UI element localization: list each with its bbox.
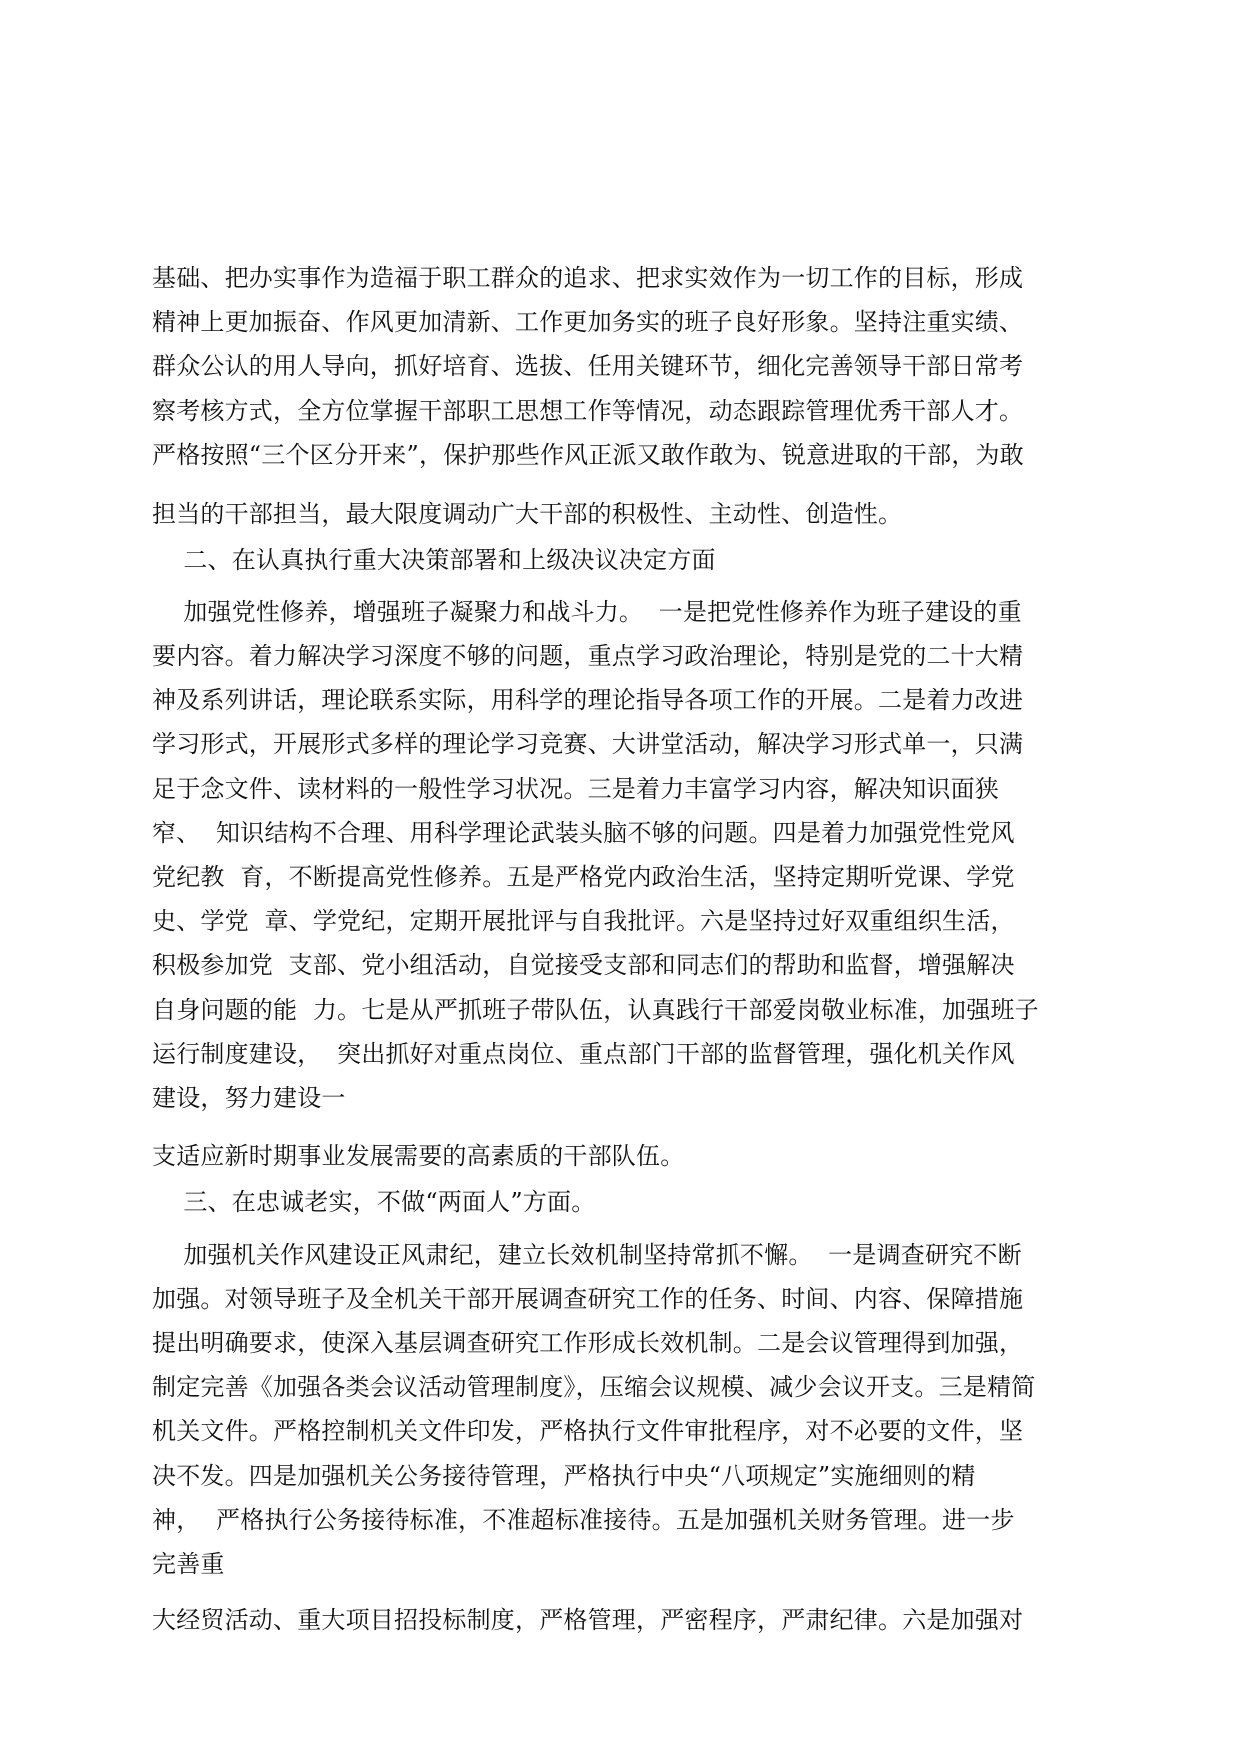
text-line: 要内容。着力解决学习深度不够的问题，重点学习政治理论，特别是党的二十大精	[152, 642, 1024, 670]
text-line: 足于念文件、读材料的一般性学习状况。三是着力丰富学习内容，解决知识面狭	[152, 775, 999, 803]
text-line: 担当的干部担当，最大限度调动广大干部的积极性、主动性、创造性。	[152, 500, 903, 528]
text-line: 完善重	[152, 1550, 225, 1578]
text-line: 提出明确要求，使深入基层调查研究工作形成长效机制。二是会议管理得到加强，	[152, 1329, 1024, 1357]
section-heading: 二、在认真执行重大决策部署和上级决议决定方面	[152, 546, 716, 574]
text-line: 党纪教 育，不断提高党性修养。五是严格党内政治生活，坚持定期听党课、学党	[152, 863, 1015, 891]
text-line: 学习形式，开展形式多样的理论学习竞赛、大讲堂活动，解决学习形式单一，只满	[152, 730, 1024, 758]
text-line: 加强。对领导班子及全机关干部开展调查研究工作的任务、时间、内容、保障措施	[152, 1285, 1024, 1313]
text-line: 积极参加党 支部、党小组活动，自觉接受支部和同志们的帮助和监督，增强解决	[152, 951, 1015, 979]
text-line: 察考核方式，全方位掌握干部职工思想工作等情况，动态跟踪管理优秀干部人才。	[152, 397, 1024, 425]
text-line: 建设，努力建设一	[152, 1084, 346, 1112]
text-line: 机关文件。严格控制机关文件印发，严格执行文件审批程序，对不必要的文件，坚	[152, 1417, 1024, 1445]
text-line: 加强党性修养，增强班子凝聚力和战斗力。 一是把党性修养作为班子建设的重	[152, 598, 1022, 626]
text-line: 严格按照“三个区分开来”，保护那些作风正派又敢作敢为、锐意进取的干部，为敢	[152, 441, 1024, 469]
section-heading: 三、在忠诚老实，不做“两面人”方面。	[152, 1188, 596, 1216]
text-line: 加强机关作风建设正风肃纪，建立长效机制坚持常抓不懈。 一是调查研究不断	[152, 1241, 1022, 1269]
text-line: 基础、把办实事作为造福于职工群众的追求、把求实效作为一切工作的目标，形成	[152, 264, 1024, 292]
text-line: 史、学党 章、学党纪，定期开展批评与自我批评。六是坚持过好双重组织生活，	[152, 907, 1015, 935]
text-line: 群众公认的用人导向，抓好培育、选拔、任用关键环节，细化完善领导干部日常考	[152, 352, 1024, 380]
text-line: 决不发。四是加强机关公务接待管理，严格执行中央“八项规定”实施细则的精	[152, 1462, 976, 1490]
text-line: 自身问题的能 力。七是从严抓班子带队伍，认真践行干部爱岗敬业标准，加强班子	[152, 996, 1039, 1024]
text-line: 窄、 知识结构不合理、用科学理论武装头脑不够的问题。四是着力加强党性党风	[152, 819, 1015, 847]
text-line: 制定完善《加强各类会议活动管理制度》，压缩会议规模、减少会议开支。三是精简	[152, 1373, 1036, 1401]
text-line: 神及系列讲话，理论联系实际，用科学的理论指导各项工作的开展。二是着力改进	[152, 686, 1024, 714]
text-line: 神， 严格执行公务接待标准，不准超标准接待。五是加强机关财务管理。进一步	[152, 1506, 1015, 1534]
text-line: 精神上更加振奋、作风更加清新、工作更加务实的班子良好形象。坚持注重实绩、	[152, 308, 1024, 336]
text-line: 支适应新时期事业发展需要的高素质的干部队伍。	[152, 1142, 685, 1170]
text-line: 大经贸活动、重大项目招投标制度，严格管理，严密程序，严肃纪律。六是加强对	[152, 1606, 1024, 1634]
text-line: 运行制度建设， 突出抓好对重点岗位、重点部门干部的监督管理，强化机关作风	[152, 1040, 1015, 1068]
